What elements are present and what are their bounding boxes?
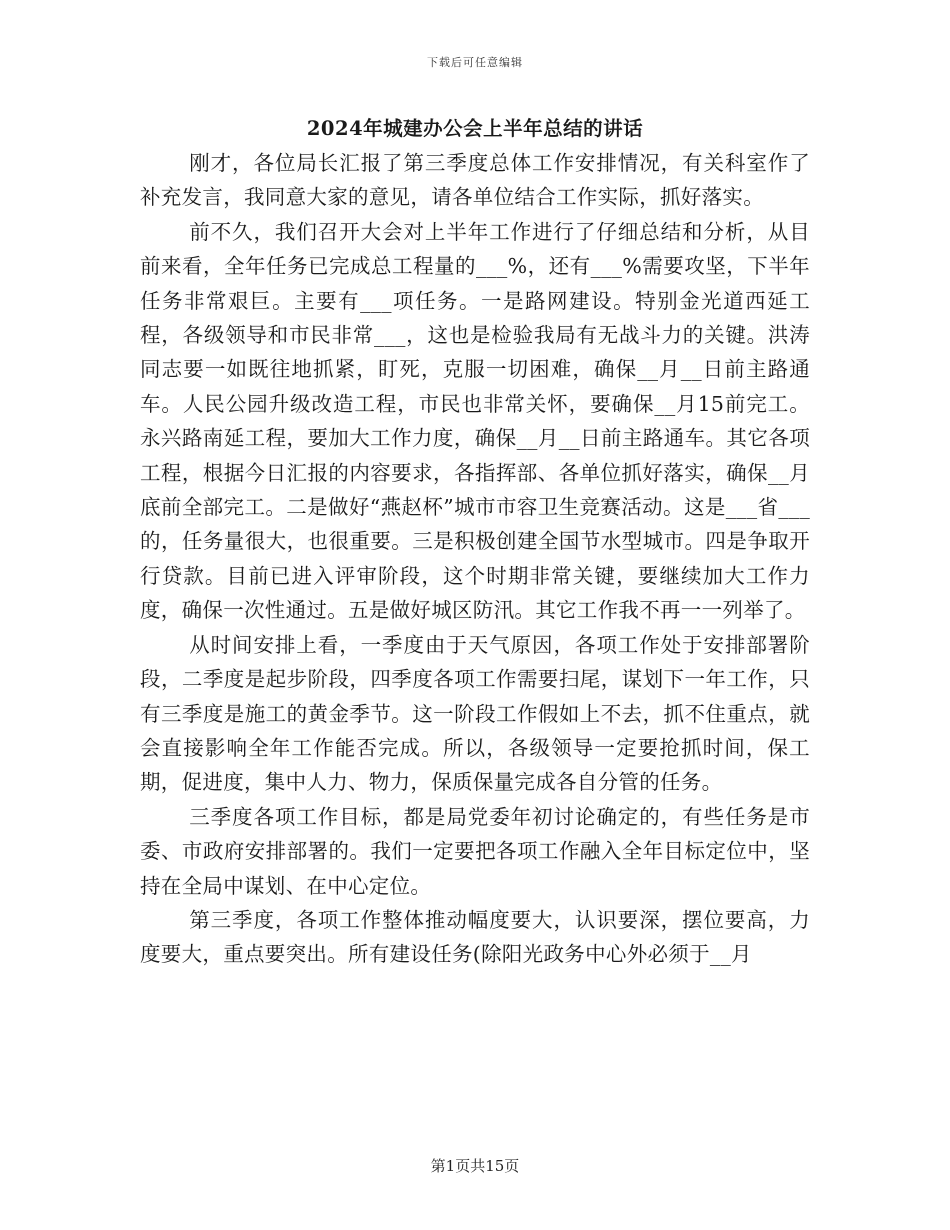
page-footer: 第1页共15页 [430, 1157, 520, 1175]
document-body [140, 146, 810, 972]
paragraph-3: 从时间安排上看，一季度由于天气原因，各项工作处于安排部署阶段，二季度是起步阶段，四季度各项工作需要扫尾，谋划下一年工作，只有三季度是施工的黄金季节。这一阶段工作假如上不去，抓不住重点，就会直接影响全年工作能否完成。所以，各级领导一定要抢抓时间，保工期，促进度，集中人力、物力，保质保量完成各自分管的任务。 [140, 632, 810, 795]
paragraph-1: 刚才，各位局长汇报了第三季度总体工作安排情况，有关科室作了补充发言，我同意大家的意见，请各单位结合工作实际，抓好落实。 [140, 151, 810, 210]
document-title: 2024年城建办公会上半年总结的讲话 [306, 117, 644, 140]
paragraph-4: 三季度各项工作目标，都是局党委年初讨论确定的，有些任务是市委、市政府安排部署的。我们一定要把各项工作融入全年目标定位中，坚持在全局中谋划、在中心定位。 [140, 804, 810, 898]
header-note: 下载后可任意编辑 [427, 56, 523, 69]
paragraph-2: 前不久，我们召开大会对上半年工作进行了仔细总结和分析，从目前来看，全年任务已完成总工程量的___%，还有___%需要攻坚，下半年任务非常艰巨。主要有___项任务。一是路网建设。特别金光道西延工程，各级领导和市民非常___，这也是检验我局有无战斗力的关键。洪涛同志要一如既往地抓紧，盯死，克服一切困难，确保__月__日前主路通车。人民公园升级改造工程，市民也非常关怀，要确保__月15前完工。永兴路南延工程，要加大工作力度，确保__月__日前主路通车。其它各项工程，根据今日汇报的内容要求，各指挥部、各单位抓好落实，确保__月底前全部完工。二是做好“燕赵杯”城市市容卫生竞赛活动。这是___省___的，任务量很大，也很重要。三是积极创建全国节水型城市。四是争取开行贷款。目前已进入评审阶段，这个时期非常关键，要继续加大工作力度，确保一次性通过。五是做好城区防汛。其它工作我不再一一列举了。 [140, 219, 810, 623]
paragraph-5: 第三季度，各项工作整体推动幅度要大，认识要深，摆位要高，力度要大，重点要突出。所有建设任务(除阳光政务中心外必须于__月 [140, 907, 810, 967]
